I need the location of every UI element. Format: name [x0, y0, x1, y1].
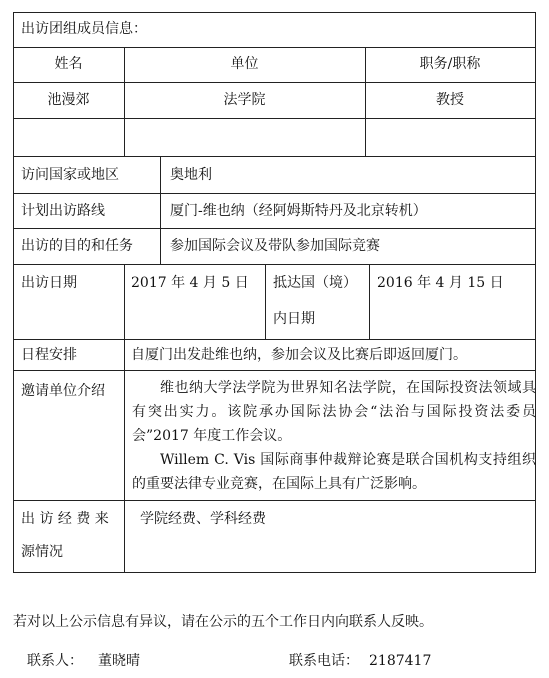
- route-label: 计划出访路线: [21, 203, 105, 219]
- purpose-value: 参加国际会议及带队参加国际竞赛: [170, 238, 380, 254]
- table-rule: [13, 156, 536, 157]
- route-value: 厦门-维也纳（经阿姆斯特丹及北京转机）: [170, 203, 427, 219]
- schedule-label: 日程安排: [21, 347, 77, 363]
- return-date-label-line1: 抵达国（境）: [273, 275, 357, 291]
- inviter-label: 邀请单位介绍: [21, 383, 105, 399]
- table-rule: [13, 264, 536, 265]
- table-rule: [13, 370, 536, 371]
- purpose-label: 出访的目的和任务: [21, 238, 133, 254]
- table-border-top: [13, 12, 536, 13]
- header-name: 姓名: [54, 56, 83, 72]
- contact-label: 联系人：: [27, 653, 83, 669]
- return-date-label-line2: 内日期: [273, 311, 315, 327]
- table-col-divider: [265, 264, 266, 340]
- objection-notice: 若对以上公示信息有异议，请在公示的五个工作日内向联系人反映。: [13, 614, 433, 630]
- table-col-divider: [369, 264, 370, 340]
- table-border-bottom: [13, 572, 536, 573]
- schedule-value: 自厦门出发赴维也纳，参加会议及比赛后即返回厦门。: [131, 347, 467, 363]
- table-rule: [13, 339, 536, 340]
- member-unit: 法学院: [223, 92, 266, 108]
- member-title: 教授: [436, 92, 464, 108]
- inviter-paragraph-1: 维也纳大学法学院为世界知名法学院，在国际投资法领域具有突出实力。该院承办国际法协会“法治与国际投资法委员会”2017 年度工作会议。: [132, 380, 536, 444]
- depart-date-label: 出访日期: [21, 275, 77, 291]
- funding-value: 学院经费、学科经费: [140, 511, 266, 527]
- table-col-divider: [124, 264, 125, 340]
- header-unit: 单位: [230, 56, 259, 72]
- depart-date-value: 2017 年 4 月 5 日: [131, 275, 249, 291]
- phone-value: 2187417: [369, 653, 432, 669]
- table-col-divider: [160, 156, 161, 265]
- visit-country-label: 访问国家或地区: [21, 167, 119, 183]
- return-date-value: 2016 年 4 月 15 日: [377, 275, 504, 291]
- inviter-paragraph-2: Willem C. Vis 国际商事仲裁辩论赛是联合国机构支持组织的重要法律专业竞赛，在国际上具有广泛影响。: [132, 452, 536, 492]
- header-title: 职务/职称: [419, 56, 481, 72]
- table-col-divider: [124, 339, 125, 573]
- funding-label-line2: 源情况: [21, 544, 63, 560]
- funding-label-line1: 出 访 经 费 来: [21, 511, 109, 527]
- contact-name: 董晓晴: [98, 653, 140, 669]
- table-rule: [13, 82, 536, 83]
- table-rule: [13, 193, 536, 194]
- table-rule: [13, 118, 536, 119]
- phone-label: 联系电话：: [289, 653, 359, 669]
- table-rule: [13, 500, 536, 501]
- table-rule: [13, 228, 536, 229]
- member-info-label: 出访团组成员信息：: [21, 21, 147, 37]
- member-name: 池漫郊: [47, 92, 90, 108]
- table-rule: [13, 47, 536, 48]
- visit-country-value: 奥地利: [170, 167, 212, 183]
